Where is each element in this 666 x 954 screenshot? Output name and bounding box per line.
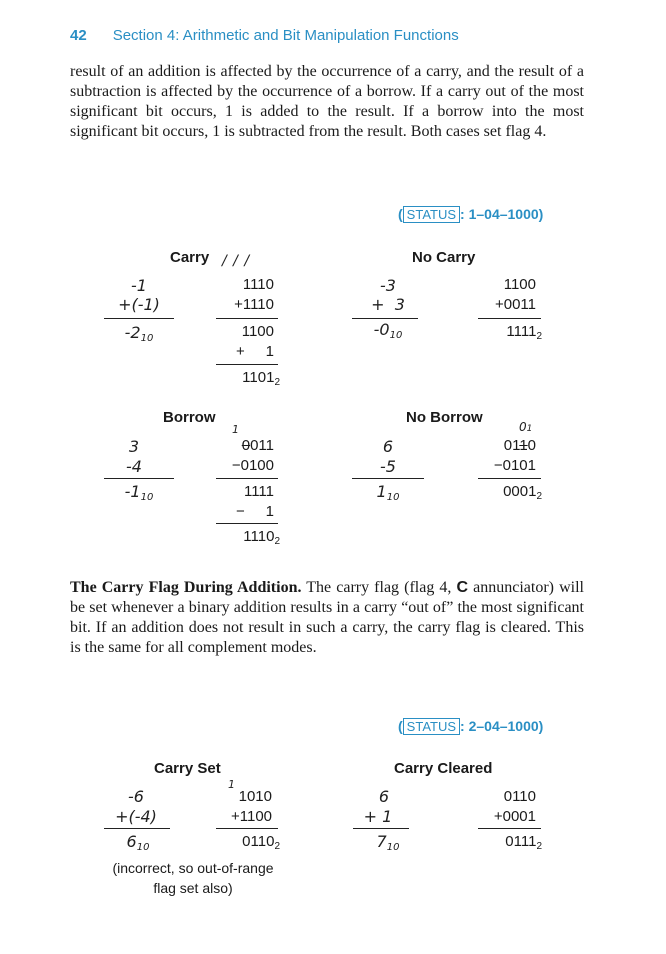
no-borrow-dec-a: 6 [382,437,394,456]
status-key: STATUS [403,206,460,223]
page-number: 42 [70,27,87,44]
carry-set-bin-result: $0110_2$ [242,833,280,852]
annunciator-c: C [456,579,469,596]
borrow-bin-b: −0100 [231,457,274,474]
section-title: Section 4: Arithmetic and Bit Manipulation Functions [112,27,459,44]
carry-bin-adjust: + 1 [236,343,274,360]
carry-dec-rule [104,318,174,319]
page-header [70,27,459,44]
carry-bin-a: 1110 [242,276,274,293]
carry-cleared-bin-result: $0111_2$ [505,833,542,852]
carry-cleared-dec-rule [353,828,409,829]
no-carry-dec-b: + 3 [371,295,405,314]
borrow-dec-result: $-1_{10}$ [124,482,154,503]
carry-cleared-dec-result: $7_{10}$ [376,832,400,853]
borrow-bin-partial: 1111 [243,483,274,500]
carry-cleared-dec-b: + 1 [363,807,393,826]
no-borrow-bin-b: −0101 [493,457,536,474]
no-carry-bin-rule [478,318,541,319]
carry-cleared-bin-a: 0110 [503,788,536,805]
carry-marks: / / / [222,253,251,269]
borrow-mark: 1 [232,423,239,436]
no-carry-bin-result: $1111_2$ [506,323,542,342]
borrow-dec-rule [104,478,174,479]
no-borrow-bin-a: 0110 [503,437,536,454]
carry-dec-a: -1 [131,276,147,295]
carry-flag-paragraph: The Carry Flag During Addition. The carry flag (flag 4, C annunciator) will be set whenever a binary addition results in a carry “out of” the most significant bit. If an addition does not result in such a carry, the carry flag is cleared. This is the same for all complement modes. [70,579,584,656]
no-carry-dec-result: $-0_{10}$ [373,320,403,341]
borrow-bin-adjust: − 1 [236,503,274,520]
carry-set-dec-result: $6_{10}$ [126,832,150,853]
borrow-dec-b: -4 [126,457,142,476]
carry-flag-heading: The Carry Flag During Addition. [70,579,302,596]
carry-cleared-bin-rule [478,828,541,829]
no-carry-bin-b: +0011 [494,296,536,313]
no-borrow-bin-result: $0001_2$ [503,483,542,502]
carry-bin-rule-2 [216,364,278,365]
carry-bin-partial: 1100 [241,323,274,340]
no-borrow-dec-rule [352,478,424,479]
carry-bin-rule [216,318,278,319]
carry-set-dec-rule [104,828,170,829]
carry-cleared-dec-a: 6 [378,787,390,806]
no-carry-dec-rule [352,318,418,319]
carry-set-mark: 1 [228,778,235,791]
no-borrow-label: No Borrow [406,409,483,426]
borrow-bin-rule [216,478,278,479]
borrow-bin-result: $1110_2$ [243,528,280,547]
status-display-2: ( STATUS : 2–04–1000) [398,718,544,734]
carry-dec-result: $-2_{10}$ [124,323,154,344]
no-carry-label: No Carry [412,249,476,266]
no-borrow-mark: 01 [519,420,533,434]
carry-set-note: (incorrect, so out-of-range flag set also) [112,860,274,896]
no-borrow-dec-b: -5 [380,457,396,476]
status-key-2: STATUS [403,718,460,735]
carry-bin-result: $1101_2$ [242,369,280,388]
carry-bin-b: +1110 [234,296,274,313]
carry-cleared-bin-b: +0001 [493,808,536,825]
carry-set-dec-b: +(-4) [115,807,157,826]
no-borrow-dec-result: $1_{10}$ [376,482,400,503]
borrow-bin-a: 0011 [241,437,274,454]
intro-paragraph: result of an addition is affected by the occurrence of a carry, and the result of a subtraction is affected by the occurrence of a borrow. If a carry out of the most significant bit occurs, 1 is added to the result. If a borrow into the most significant bit occurs, 1 is subtracted from the result. Both cases set flag 4. [70,63,584,140]
borrow-label: Borrow [163,409,216,426]
carry-set-bin-a: 1010 [238,788,272,805]
no-borrow-bin-rule [478,478,541,479]
carry-dec-b: +(-1) [118,295,160,314]
carry-label: Carry [170,249,210,266]
no-carry-bin-a: 1100 [503,276,536,293]
borrow-bin-rule-2 [216,523,278,524]
carry-cleared-label: Carry Cleared [394,760,493,777]
carry-set-bin-b: +1100 [230,808,272,825]
status-display-1: ( STATUS : 1–04–1000) [398,206,544,222]
carry-set-dec-a: -6 [128,787,144,806]
borrow-dec-a: 3 [128,437,140,456]
carry-set-label: Carry Set [154,760,221,777]
carry-set-bin-rule [216,828,278,829]
no-carry-dec-a: -3 [380,276,396,295]
